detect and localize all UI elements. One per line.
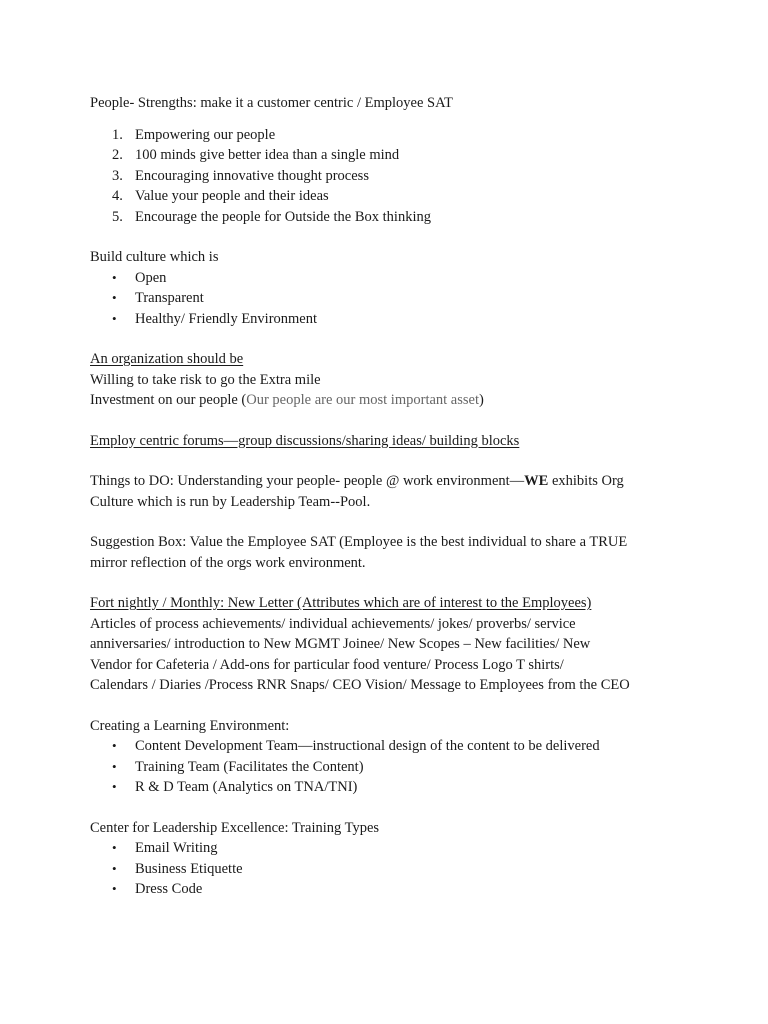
leadership-heading: Center for Leadership Excellence: Training Types — [90, 819, 380, 836]
list-item: • Email Writing — [90, 838, 690, 859]
bullet-icon: • — [112, 881, 117, 896]
organization-heading: An organization should be — [90, 351, 244, 367]
bullet-icon: • — [112, 269, 117, 285]
newsletter-line: Articles of process achievements/ individual achievements/ jokes/ proverbs/ service — [90, 615, 576, 632]
newsletter-line: anniversaries/ introduction to New MGMT Joinee/ New Scopes – New facilities/ New — [90, 636, 591, 652]
list-item: • Healthy/ Friendly Environment — [90, 309, 690, 330]
bullet-icon: • — [112, 738, 117, 753]
bullet-icon: • — [112, 310, 117, 326]
important-asset-note: Our people are our most important asset — [246, 392, 479, 408]
list-item: • Transparent — [90, 288, 690, 309]
list-item: 2. 100 minds give better idea than a single mind — [112, 147, 400, 163]
leadership-bullet-list — [90, 838, 690, 900]
list-item: 1. Empowering our people — [112, 126, 276, 143]
bullet-icon: • — [112, 860, 117, 876]
learning-heading: Creating a Learning Environment: — [90, 717, 290, 734]
organization-line-1: Willing to take risk to go the Extra mile — [90, 371, 321, 388]
list-item: • R & D Team (Analytics on TNA/TNI) — [90, 777, 690, 798]
bullet-icon: • — [112, 779, 117, 794]
culture-bullet-list — [90, 268, 690, 330]
list-item: • Business Etiquette — [90, 859, 690, 880]
forums-heading: Employ centric forums—group discussions/sharing ideas/ building blocks — [90, 432, 520, 449]
list-item: • Dress Code — [90, 879, 690, 900]
things-to-do-line-2: Culture which is run by Leadership Team--Pool. — [90, 493, 371, 510]
list-item: • Training Team (Facilitates the Content) — [90, 757, 690, 778]
bullet-icon: • — [112, 840, 117, 855]
bullet-icon: • — [112, 758, 117, 774]
strengths-numbered-list — [90, 125, 690, 228]
list-item: 3. Encouraging innovative thought process — [112, 167, 369, 184]
things-to-do-line-1: Things to DO: Understanding your people- people @ work environment—WE exhibits Org — [90, 473, 624, 489]
people-heading: People- Strengths: make it a customer centric / Employee SAT — [90, 95, 453, 111]
bullet-icon: • — [112, 290, 117, 305]
newsletter-heading: Fort nightly / Monthly: New Letter (Attributes which are of interest to the Employees) — [90, 595, 592, 611]
learning-bullet-list — [90, 736, 690, 798]
suggestion-line-2: mirror reflection of the orgs work environment. — [90, 554, 366, 571]
suggestion-line-1: Suggestion Box: Value the Employee SAT (Employee is the best individual to share a TRUE — [90, 534, 628, 550]
list-item: • Content Development Team—instructional design of the content to be delivered — [90, 736, 690, 757]
list-item: 4. Value your people and their ideas — [112, 188, 329, 204]
list-item: • Open — [90, 268, 690, 289]
organization-line-2: Investment on our people (Our people are our most important asset) — [90, 392, 484, 408]
document-page — [90, 93, 690, 900]
list-item: 5. Encourage the people for Outside the Box thinking — [112, 208, 431, 225]
newsletter-line: Vendor for Cafeteria / Add-ons for particular food venture/ Process Logo T shirts/ — [90, 656, 564, 673]
newsletter-line: Calendars / Diaries /Process RNR Snaps/ CEO Vision/ Message to Employees from the CEO — [90, 677, 630, 693]
culture-heading: Build culture which is — [90, 249, 219, 265]
